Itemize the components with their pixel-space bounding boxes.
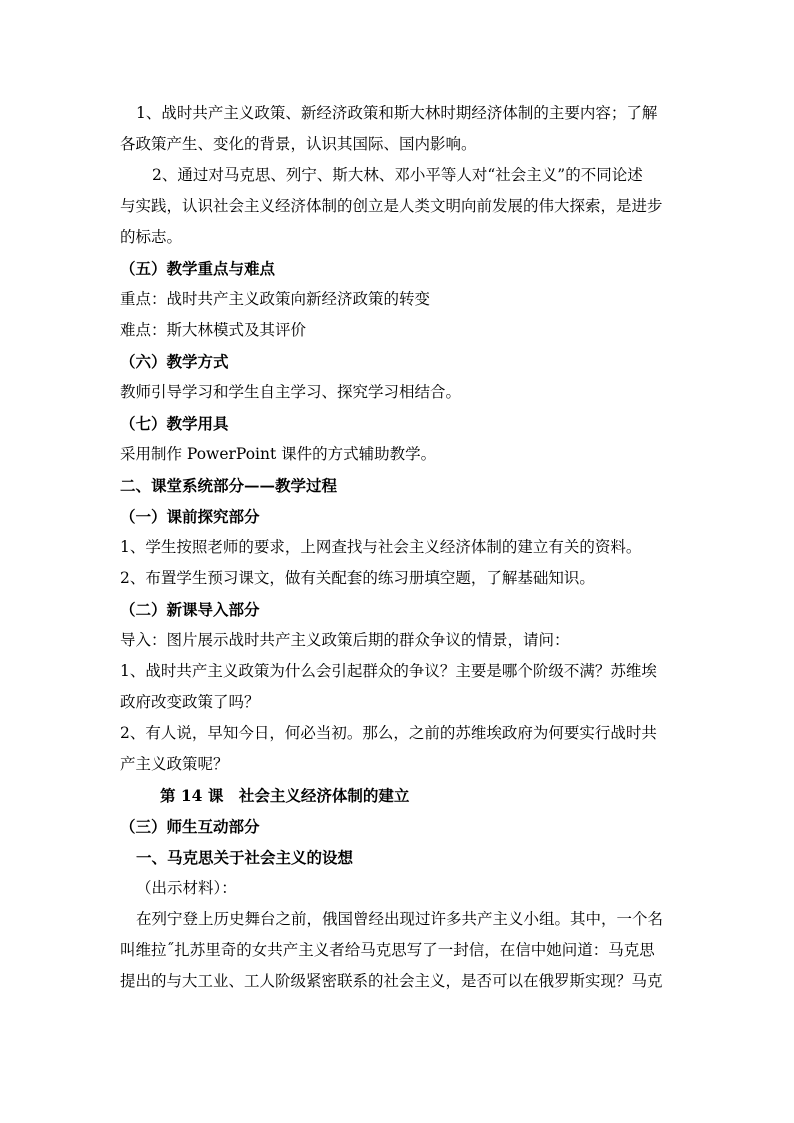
material-line-1: 在列宁登上历史舞台之前，俄国曾经出现过许多共产主义小组。其中，一个名	[136, 910, 664, 928]
objective-2-line-1: 2、通过对马克思、列宁、斯大林、邓小平等人对“社会主义”的不同论述	[152, 166, 643, 184]
section-marx-heading: 一、马克思关于社会主义的设想	[136, 848, 354, 867]
question-1-line-2: 政府改变政策了吗？	[120, 693, 260, 711]
key-point-text: 重点：战时共产主义政策向新经济政策的转变	[120, 290, 431, 308]
heading-introduction: （二）新课导入部分	[120, 600, 260, 619]
material-line-3: 提出的与大工业、工人阶级紧密联系的社会主义，是否可以在俄罗斯实现？马克	[120, 972, 663, 990]
objective-1-line-2: 各政策产生、变化的背景，认识其国际、国内影响。	[120, 135, 477, 153]
objective-1-line-1: 1、战时共产主义政策、新经济政策和斯大林时期经济体制的主要内容；了解	[136, 104, 658, 122]
heading-part-two: 二、课堂系统部分——教学过程	[120, 476, 338, 495]
document-body	[120, 98, 676, 997]
objective-2-line-2: 与实践，认识社会主义经济体制的创立是人类文明向前发展的伟大探索，是进步	[120, 197, 663, 215]
pre-class-item-2: 2、布置学生预习课文，做有关配套的练习册填空题，了解基础知识。	[120, 569, 595, 587]
material-line-2: 叫维拉˝扎苏里奇的女共产主义者给马克思写了一封信，在信中她问道：马克思	[120, 941, 655, 959]
question-1-line-1: 1、战时共产主义政策为什么会引起群众的争议？主要是哪个阶级不满？苏维埃	[120, 662, 657, 680]
heading-teaching-method: （六）教学方式	[120, 352, 229, 371]
teaching-tools-text: 采用制作 PowerPoint 课件的方式辅助教学。	[120, 445, 437, 463]
difficulty-text: 难点：斯大林模式及其评价	[120, 321, 307, 339]
objective-2-line-3: 的标志。	[120, 228, 183, 246]
lesson-title: 第 14 课 社会主义经济体制的建立	[160, 786, 410, 805]
question-2-line-2: 产主义政策呢？	[120, 755, 229, 773]
material-label: （出示材料）：	[136, 879, 237, 897]
heading-interaction: （三）师生互动部分	[120, 817, 260, 836]
question-2-line-1: 2、有人说，早知今日，何必当初。那么，之前的苏维埃政府为何要实行战时共	[120, 724, 657, 742]
pre-class-item-1: 1、学生按照老师的要求，上网查找与社会主义经济体制的建立有关的资料。	[120, 538, 642, 556]
heading-key-points: （五）教学重点与难点	[120, 259, 276, 278]
introduction-text: 导入：图片展示战时共产主义政策后期的群众争议的情景，请问：	[120, 631, 570, 649]
teaching-method-text: 教师引导学习和学生自主学习、探究学习相结合。	[120, 383, 462, 401]
heading-pre-class: （一）课前探究部分	[120, 507, 260, 526]
heading-teaching-tools: （七）教学用具	[120, 414, 229, 433]
